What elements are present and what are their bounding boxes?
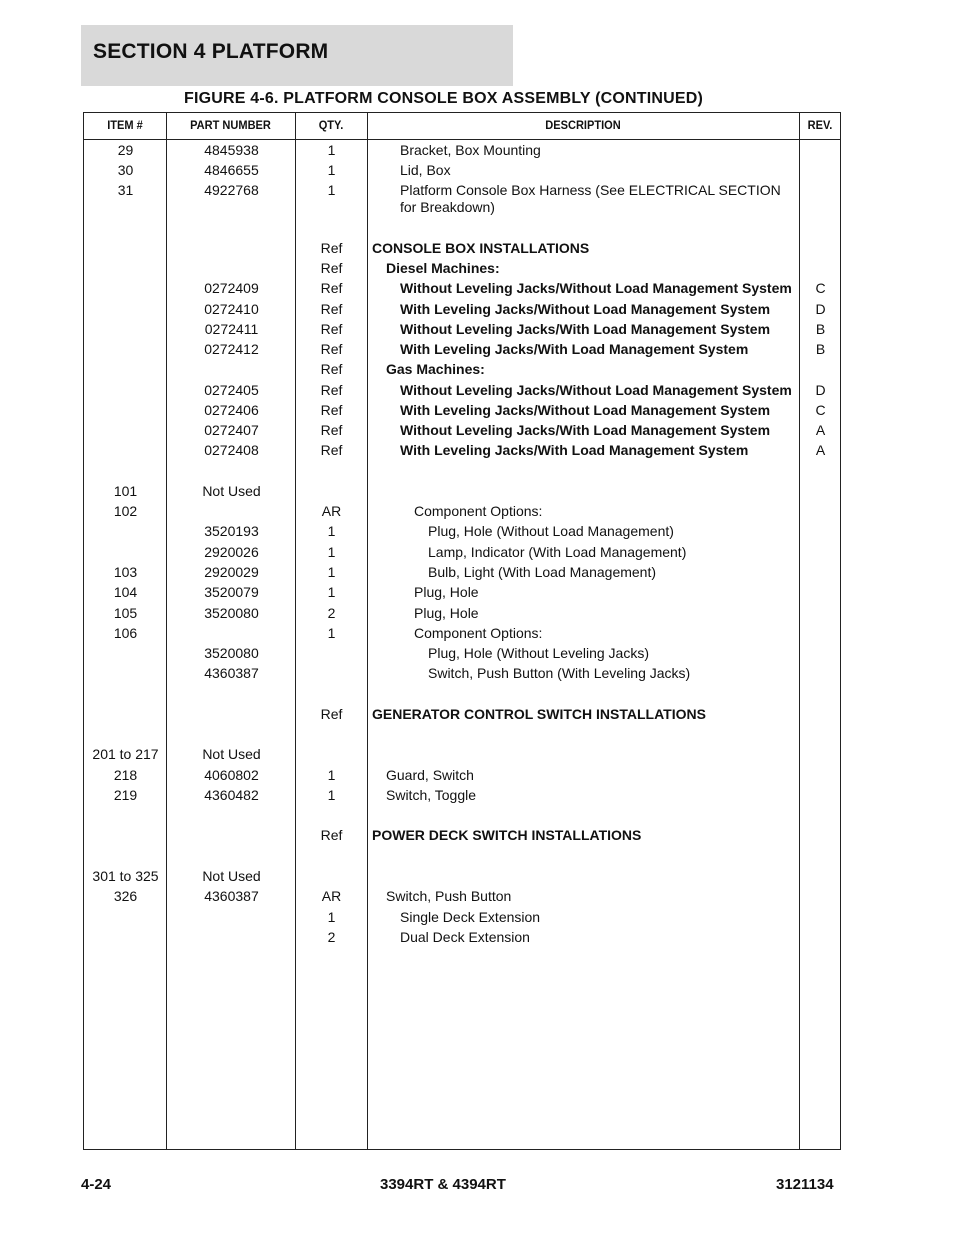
- part-number: 0272405: [204, 382, 259, 398]
- quantity: 1: [327, 523, 336, 539]
- table-row: [84, 402, 840, 422]
- part-number: 2920026: [204, 544, 259, 560]
- quantity: 1: [327, 162, 336, 178]
- quantity: Ref: [320, 301, 343, 317]
- part-number: 0272408: [204, 442, 259, 458]
- part-number: 0272409: [204, 280, 259, 296]
- table-row: [84, 787, 840, 807]
- part-number: 0272411: [204, 321, 259, 337]
- quantity: 2: [327, 605, 336, 621]
- part-number: 4360387: [204, 665, 259, 681]
- quantity: Ref: [320, 827, 343, 843]
- description: Plug, Hole: [414, 605, 479, 621]
- revision: B: [815, 341, 826, 357]
- item-number: 201 to 217: [92, 746, 159, 762]
- quantity: 1: [327, 584, 336, 600]
- table-row: [84, 442, 840, 462]
- figure-title: FIGURE 4-6. PLATFORM CONSOLE BOX ASSEMBLY (CONTINUED): [184, 90, 704, 107]
- quantity: Ref: [320, 361, 343, 377]
- column-header-rev: REV.: [807, 118, 833, 132]
- quantity: Ref: [320, 260, 343, 276]
- description: Bracket, Box Mounting: [400, 142, 541, 158]
- table-row: [84, 645, 840, 665]
- quantity: Ref: [320, 442, 343, 458]
- description: Component Options:: [414, 625, 543, 641]
- description: POWER DECK SWITCH INSTALLATIONS: [372, 827, 642, 843]
- table-row: [84, 422, 840, 442]
- table-row: [84, 544, 840, 564]
- description: Plug, Hole (Without Load Management): [428, 523, 674, 539]
- part-number: 3520080: [204, 645, 259, 661]
- table-row: [84, 868, 840, 888]
- table-row: [84, 162, 840, 182]
- item-number: 29: [117, 142, 134, 158]
- part-number: 0272407: [204, 422, 259, 438]
- revision: B: [815, 321, 826, 337]
- description: CONSOLE BOX INSTALLATIONS: [372, 240, 590, 256]
- part-number: 4922768: [204, 182, 259, 198]
- revision: A: [815, 422, 826, 438]
- table-row: [84, 503, 840, 523]
- description: Without Leveling Jacks/With Load Management System: [400, 422, 771, 438]
- quantity: Ref: [320, 321, 343, 337]
- part-number: 3520080: [204, 605, 259, 621]
- table-row: [84, 523, 840, 543]
- table-row: [84, 584, 840, 604]
- table-row: [84, 625, 840, 645]
- table-row: [84, 665, 840, 685]
- table-row: [84, 361, 840, 381]
- table-row: [84, 827, 840, 847]
- column-header-qty: QTY.: [318, 118, 344, 132]
- description: Single Deck Extension: [400, 909, 541, 925]
- revision: C: [815, 280, 826, 296]
- part-number: 0272412: [204, 341, 259, 357]
- part-number: 2920029: [204, 564, 259, 580]
- table-row: [84, 321, 840, 341]
- quantity: Ref: [320, 422, 343, 438]
- table-row: [84, 240, 840, 260]
- description: With Leveling Jacks/With Load Management System: [400, 442, 749, 458]
- table-row: [84, 301, 840, 321]
- table-row: [84, 382, 840, 402]
- item-number: 219: [113, 787, 138, 803]
- column-header-description: DESCRIPTION: [545, 118, 621, 132]
- quantity: 1: [327, 544, 336, 560]
- item-number: 218: [113, 767, 138, 783]
- quantity: AR: [321, 503, 342, 519]
- parts-table: [83, 112, 841, 1150]
- section-title: SECTION 4 PLATFORM: [93, 40, 329, 63]
- item-number: 101: [113, 483, 138, 499]
- item-number: 105: [113, 605, 138, 621]
- table-row: [84, 280, 840, 300]
- item-number: 106: [113, 625, 138, 641]
- description: Without Leveling Jacks/Without Load Management System: [400, 280, 792, 296]
- part-number: 4846655: [204, 162, 259, 178]
- description: Lid, Box: [400, 162, 451, 178]
- section-banner: [81, 25, 513, 86]
- table-row: [84, 767, 840, 787]
- quantity: 1: [327, 909, 336, 925]
- description: Without Leveling Jacks/With Load Management System: [400, 321, 771, 337]
- part-number: Not Used: [202, 483, 261, 499]
- description: Component Options:: [414, 503, 543, 519]
- part-number: 4060802: [204, 767, 259, 783]
- table-row: [84, 929, 840, 949]
- table-row: [84, 564, 840, 584]
- quantity: 1: [327, 787, 336, 803]
- quantity: AR: [321, 888, 342, 904]
- description: Gas Machines:: [386, 361, 485, 377]
- table-row: [84, 341, 840, 361]
- table-row: [84, 605, 840, 625]
- column-header-item: ITEM #: [107, 118, 143, 132]
- description: Bulb, Light (With Load Management): [428, 564, 657, 580]
- quantity: 2: [327, 929, 336, 945]
- item-number: 301 to 325: [92, 868, 159, 884]
- quantity: Ref: [320, 240, 343, 256]
- description: Diesel Machines:: [386, 260, 500, 276]
- table-row: [84, 706, 840, 726]
- revision: D: [815, 301, 826, 317]
- description: Guard, Switch: [386, 767, 474, 783]
- description: Switch, Push Button (With Leveling Jacks): [428, 665, 691, 681]
- table-row: [84, 142, 840, 162]
- quantity: Ref: [320, 280, 343, 296]
- table-row: [84, 260, 840, 280]
- description: With Leveling Jacks/Without Load Management System: [400, 402, 771, 418]
- description: Switch, Toggle: [386, 787, 477, 803]
- item-number: 104: [113, 584, 138, 600]
- item-number: 102: [113, 503, 138, 519]
- revision: D: [815, 382, 826, 398]
- quantity: 1: [327, 564, 336, 580]
- revision: A: [815, 442, 826, 458]
- description: Without Leveling Jacks/Without Load Management System: [400, 382, 792, 398]
- quantity: Ref: [320, 402, 343, 418]
- part-number: 3520079: [204, 584, 259, 600]
- quantity: Ref: [320, 706, 343, 722]
- description: Plug, Hole (Without Leveling Jacks): [428, 645, 649, 661]
- revision: C: [815, 402, 826, 418]
- description: Platform Console Box Harness (See ELECTRICAL SECTION: [400, 182, 781, 198]
- quantity: 1: [327, 182, 336, 198]
- description: GENERATOR CONTROL SWITCH INSTALLATIONS: [372, 706, 706, 722]
- description: Plug, Hole: [414, 584, 479, 600]
- page-number: 4-24: [81, 1176, 112, 1193]
- part-number: 4845938: [204, 142, 259, 158]
- item-number: 326: [113, 888, 138, 904]
- table-row: [84, 888, 840, 908]
- quantity: Ref: [320, 382, 343, 398]
- table-row: [84, 483, 840, 503]
- model-name: 3394RT & 4394RT: [380, 1176, 506, 1193]
- header-divider: [84, 139, 840, 140]
- part-number: 0272410: [204, 301, 259, 317]
- document-number: 3121134: [776, 1176, 834, 1193]
- quantity: 1: [327, 142, 336, 158]
- description: Switch, Push Button: [386, 888, 512, 904]
- description: Dual Deck Extension: [400, 929, 530, 945]
- quantity: Ref: [320, 341, 343, 357]
- part-number: 0272406: [204, 402, 259, 418]
- part-number: Not Used: [202, 868, 261, 884]
- table-row: [84, 746, 840, 766]
- description-continued: for Breakdown): [400, 199, 495, 215]
- description: With Leveling Jacks/With Load Management System: [400, 341, 749, 357]
- column-header-part-number: PART NUMBER: [190, 118, 271, 132]
- quantity: 1: [327, 767, 336, 783]
- table-row: [84, 182, 840, 215]
- quantity: 1: [327, 625, 336, 641]
- item-number: 31: [117, 182, 134, 198]
- description: Lamp, Indicator (With Load Management): [428, 544, 687, 560]
- item-number: 103: [113, 564, 138, 580]
- item-number: 30: [117, 162, 134, 178]
- table-row: [84, 909, 840, 929]
- part-number: 4360387: [204, 888, 259, 904]
- description: With Leveling Jacks/Without Load Management System: [400, 301, 771, 317]
- part-number: 4360482: [204, 787, 259, 803]
- part-number: Not Used: [202, 746, 261, 762]
- part-number: 3520193: [204, 523, 259, 539]
